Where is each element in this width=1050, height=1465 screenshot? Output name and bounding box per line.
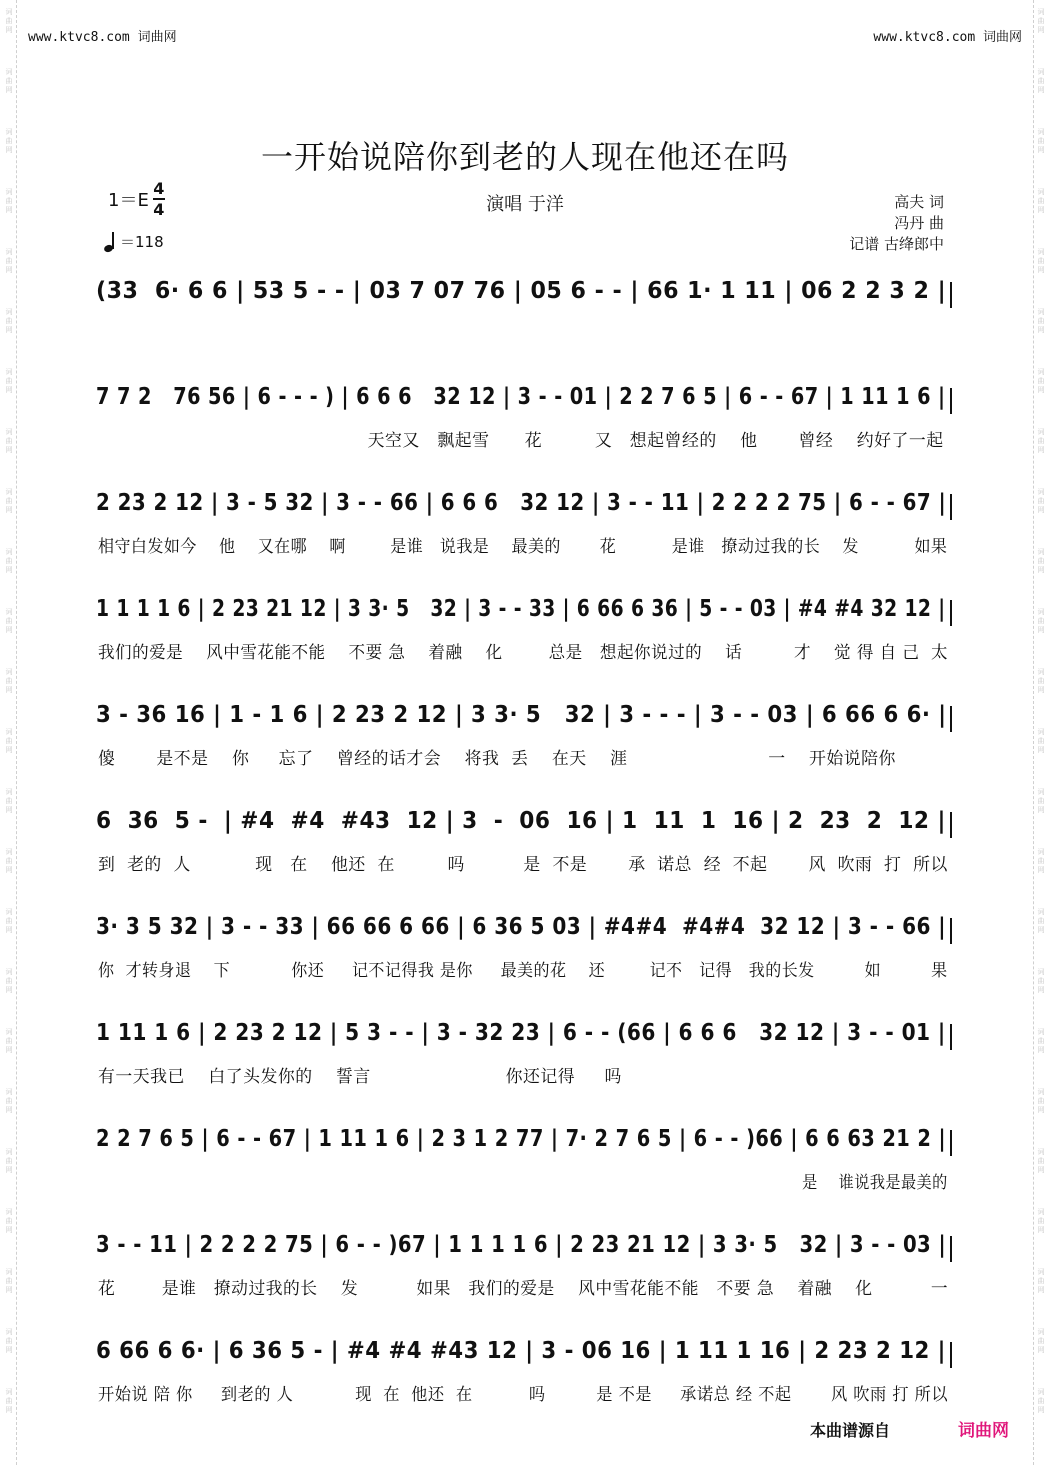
end-barline <box>950 812 952 838</box>
footer-source-label: 本曲谱源自 <box>810 1421 891 1440</box>
side-watermark: 词 曲 网 <box>5 788 13 814</box>
score-system <box>96 1020 954 1100</box>
score-system <box>96 1232 954 1312</box>
side-watermark: 词 曲 网 <box>5 848 13 874</box>
side-watermark: 词 曲 网 <box>5 668 13 694</box>
lyrics-line: 开始说 陪 你 到老的 人 现 在 他还 在 吗 是 不是 承诺总 经 不起 风 吹雨 打 所以 <box>98 1385 949 1405</box>
lyrics-line: 傻 是不是 你 忘了 曾经的话才会 将我 丢 在天 涯 一 开始说陪你 <box>98 749 896 769</box>
side-watermark: 词 曲 网 <box>1037 1028 1045 1054</box>
side-watermark: 词 曲 网 <box>5 1208 13 1234</box>
score-system <box>96 1126 954 1206</box>
composer-credit: 冯丹 曲 <box>894 214 944 232</box>
side-watermark: 词 曲 网 <box>1037 248 1045 274</box>
score-system <box>96 808 954 888</box>
side-watermark: 词 曲 网 <box>5 128 13 154</box>
side-watermark: 词 曲 网 <box>5 188 13 214</box>
notation-line: 3 - 36 16 | 1 - 1 6 | 2 23 2 12 | 3 3· 5 32 | 3 - - - | 3 - - 03 | 6 66 6 6· | <box>96 702 947 728</box>
side-watermark: 词 曲 网 <box>1037 968 1045 994</box>
side-watermark: 词 曲 网 <box>5 248 13 274</box>
side-watermark: 词 曲 网 <box>5 608 13 634</box>
lyrics-line: 到 老的 人 现 在 他还 在 吗 是 不是 承 诺总 经 不起 风 吹雨 打 所以 <box>98 855 948 875</box>
end-barline <box>950 388 952 414</box>
tempo-marking <box>104 231 164 252</box>
tempo-value: ＝118 <box>120 233 164 251</box>
credits-block <box>849 192 944 255</box>
score-system <box>96 384 954 464</box>
notation-line: 3· 3 5 32 | 3 - - 33 | 66 66 6 66 | 6 36 5 03 | #4#4 #4#4 32 12 | 3 - - 66 | <box>96 914 947 940</box>
side-watermark: 词 曲 网 <box>5 308 13 334</box>
lyrics-line: 你 才转身退 下 你还 记不记得我 是你 最美的花 还 记不 记得 我的长发 如 果 <box>98 961 948 981</box>
side-watermark: 词 曲 网 <box>1037 848 1045 874</box>
time-top: 4 <box>153 179 165 198</box>
side-watermark: 词 曲 网 <box>5 428 13 454</box>
side-watermark: 词 曲 网 <box>5 968 13 994</box>
side-watermark: 词 曲 网 <box>1037 1088 1045 1114</box>
lyrics-line: 是 谁说我是最美的 <box>98 1173 948 1193</box>
side-watermark: 词 曲 网 <box>1037 728 1045 754</box>
side-watermark: 词 曲 网 <box>1037 668 1045 694</box>
singer-credit: 演唱 于洋 <box>486 194 564 215</box>
side-watermark: 词 曲 网 <box>5 1268 13 1294</box>
notation-line: (33 6· 6 6 | 53 5 - - | 03 7 07 76 | 05 6 - - | 66 1· 1 11 | 06 2 2 3 2 | <box>96 278 947 304</box>
end-barline <box>950 1236 952 1262</box>
score-system <box>96 278 954 358</box>
side-watermark: 词 曲 网 <box>1037 488 1045 514</box>
end-barline <box>950 1342 952 1368</box>
side-watermark: 词 曲 网 <box>5 908 13 934</box>
side-watermark: 词 曲 网 <box>1037 1148 1045 1174</box>
end-barline <box>950 494 952 520</box>
score-system <box>96 596 954 676</box>
notation-line: 6 66 6 6· | 6 36 5 - | #4 #4 #43 12 | 3 - 06 16 | 1 11 1 16 | 2 23 2 12 | <box>96 1338 946 1364</box>
side-watermark: 词 曲 网 <box>1037 1328 1045 1354</box>
score-system <box>96 1338 954 1418</box>
side-watermark: 词 曲 网 <box>5 1148 13 1174</box>
score-system <box>96 490 954 570</box>
notation-line: 2 2 7 6 5 | 6 - - 67 | 1 11 1 6 | 2 3 1 2 77 | 7· 2 7 6 5 | 6 - - )66 | 6 6 63 21 2 | <box>96 1126 947 1152</box>
end-barline <box>950 600 952 626</box>
score-system <box>96 702 954 782</box>
end-barline <box>950 706 952 732</box>
side-watermark: 词 曲 网 <box>1037 8 1045 34</box>
side-watermark: 词 曲 网 <box>1037 188 1045 214</box>
side-watermark: 词 曲 网 <box>5 68 13 94</box>
side-watermark: 词 曲 网 <box>1037 308 1045 334</box>
lyrics-line: 天空又 飘起雪 花 又 想起曾经的 他 曾经 约好了一起 <box>98 431 944 451</box>
side-watermark: 词 曲 网 <box>1037 428 1045 454</box>
time-bottom: 4 <box>153 200 165 219</box>
lyrics-line: 花 是谁 撩动过我的长 发 如果 我们的爱是 风中雪花能不能 不要 急 着融 化 一 <box>98 1279 949 1299</box>
site-url-left[interactable]: www.ktvc8.com 词曲网 <box>28 30 177 45</box>
notation-line: 2 23 2 12 | 3 - 5 32 | 3 - - 66 | 6 6 6 32 12 | 3 - - 11 | 2 2 2 2 75 | 6 - - 67 | <box>96 490 947 516</box>
notation-line: 1 1 1 1 6 | 2 23 21 12 | 3 3· 5 32 | 3 - - 33 | 6 66 6 36 | 5 - - 03 | #4 #4 32 12 | <box>96 596 946 622</box>
side-watermark: 词 曲 网 <box>5 1088 13 1114</box>
lyrics-line: 相守白发如今 他 又在哪 啊 是谁 说我是 最美的 花 是谁 撩动过我的长 发 如果 <box>98 537 948 557</box>
side-watermark: 词 曲 网 <box>5 8 13 34</box>
notation-line: 7 7 2 76 56 | 6 - - - ) | 6 6 6 32 12 | 3 - - 01 | 2 2 7 6 5 | 6 - - 67 | 1 11 1 6 | <box>96 384 946 410</box>
notation-line: 6 36 5 - | #4 #4 #43 12 | 3 - 06 16 | 1 11 1 16 | 2 23 2 12 | <box>96 808 946 834</box>
side-watermark: 词 曲 网 <box>1037 608 1045 634</box>
end-barline <box>950 1024 952 1050</box>
site-url-right[interactable]: www.ktvc8.com 词曲网 <box>873 30 1022 45</box>
lyricist-credit: 高夫 词 <box>894 193 944 211</box>
side-watermark: 词 曲 网 <box>1037 68 1045 94</box>
side-watermark: 词 曲 网 <box>5 548 13 574</box>
key-label: 1＝E <box>108 190 149 211</box>
lyrics-line: 我们的爱是 风中雪花能不能 不要 急 着融 化 总是 想起你说过的 话 才 觉 得 自 己 太 <box>98 643 949 663</box>
side-watermark: 词 曲 网 <box>1037 1388 1045 1414</box>
side-watermark: 词 曲 网 <box>5 1388 13 1414</box>
side-watermark: 词 曲 网 <box>5 488 13 514</box>
side-watermark: 词 曲 网 <box>1037 1208 1045 1234</box>
side-watermark: 词 曲 网 <box>1037 548 1045 574</box>
footer-brand-link[interactable]: 词曲网 <box>958 1421 1009 1441</box>
side-watermark: 词 曲 网 <box>1037 788 1045 814</box>
side-watermark: 词 曲 网 <box>5 728 13 754</box>
notation-line: 1 11 1 6 | 2 23 2 12 | 5 3 - - | 3 - 32 23 | 6 - - (66 | 6 6 6 32 12 | 3 - - 01 | <box>96 1020 946 1046</box>
score-system <box>96 914 954 994</box>
side-watermark: 词 曲 网 <box>5 1028 13 1054</box>
song-title: 一开始说陪你到老的人现在他还在吗 <box>260 138 789 176</box>
end-barline <box>950 1130 952 1156</box>
end-barline <box>950 918 952 944</box>
notation-line: 3 - - 11 | 2 2 2 2 75 | 6 - - )67 | 1 1 1 1 6 | 2 23 21 12 | 3 3· 5 32 | 3 - - 03 | <box>96 1232 947 1258</box>
side-watermark: 词 曲 网 <box>1037 368 1045 394</box>
lyrics-line: 有一天我已 白了头发你的 誓言 你还记得 吗 <box>98 1067 622 1087</box>
quarter-note-icon <box>104 232 118 252</box>
side-watermark: 词 曲 网 <box>5 1328 13 1354</box>
end-barline <box>950 282 952 308</box>
transcriber-credit: 记谱 古绛郎中 <box>849 235 944 253</box>
side-watermark: 词 曲 网 <box>1037 1268 1045 1294</box>
side-watermark: 词 曲 网 <box>1037 908 1045 934</box>
side-watermark: 词 曲 网 <box>5 368 13 394</box>
side-watermark: 词 曲 网 <box>1037 128 1045 154</box>
